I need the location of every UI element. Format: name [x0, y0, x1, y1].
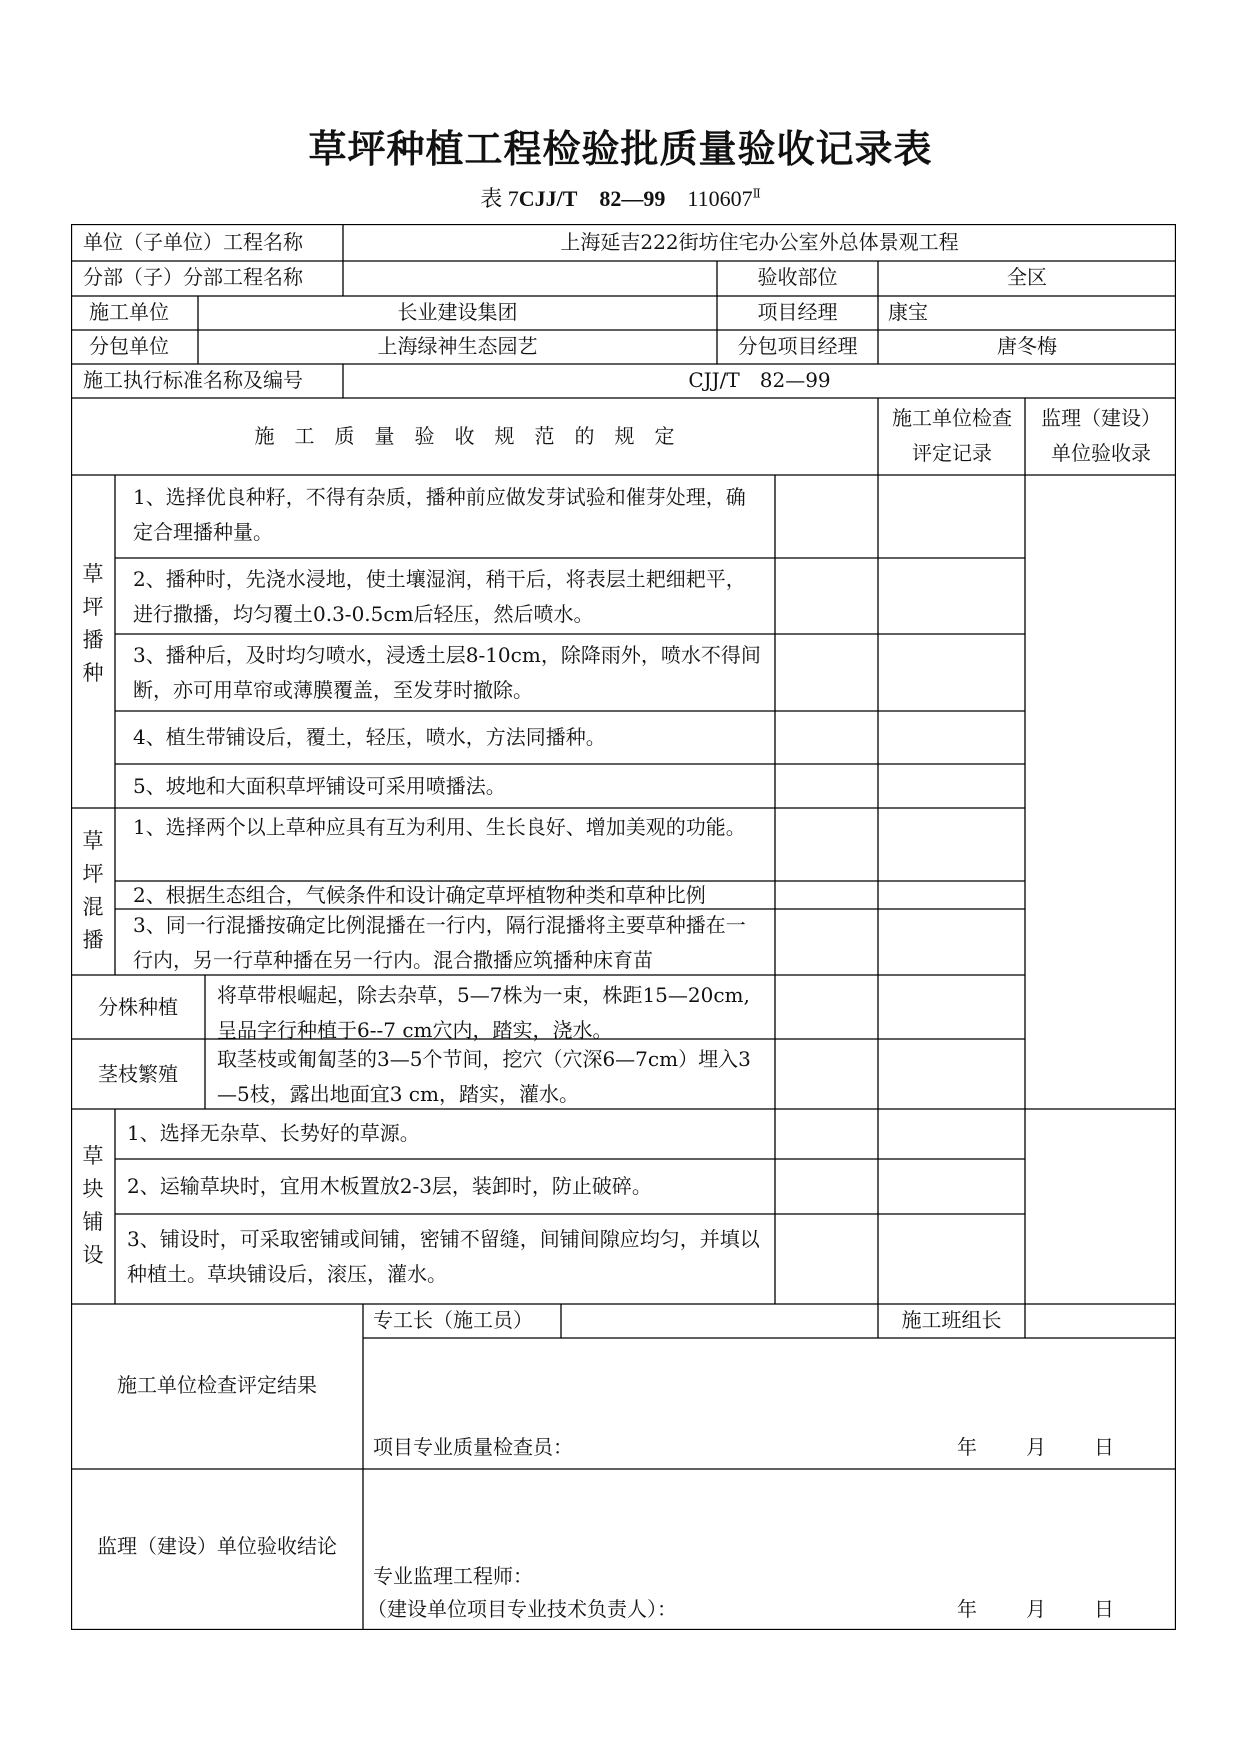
supervisor-result-label: 监理（建设）单位验收结论: [97, 1534, 337, 1558]
seeding-item-4: 4、植生带铺设后，覆土，轻压，喷水，方法同播种。: [133, 725, 606, 749]
standard-value: CJJ/T 82—99: [688, 368, 831, 392]
stem-item-1: 取茎枝或匍匐茎的3—5个节间，挖穴（穴深6—7cm）埋入3—5枝，露出地面宜3 cm，踏实，灌水。: [217, 1047, 751, 1106]
supervisor-engineer-label: 专业监理工程师：: [373, 1564, 533, 1588]
subcontractor-value: 上海绿神生态园艺: [377, 334, 538, 358]
mixed-item-1: 1、选择两个以上草种应具有互为利用、生长良好、增加美观的功能。: [133, 815, 746, 839]
seeding-item-1: 1、选择优良种籽，不得有杂质，播种前应做发芽试验和催芽处理，确定合理播种量。: [133, 485, 746, 544]
seeding-item-3: 3、播种后，及时均匀喷水，浸透土层8-10cm，除降雨外，喷水不得间断，亦可用草帘或薄膜覆盖，至发芽时撤除。: [133, 643, 761, 702]
project-name-label: 单位（子单位）工程名称: [83, 230, 303, 254]
code-prefix: 表 7: [480, 186, 519, 211]
day-label-2: 日: [1094, 1597, 1114, 1621]
contractor-check-header: 施工单位检查评定记录: [892, 406, 1012, 465]
project-name-value: 上海延吉222街坊住宅办公室外总体景观工程: [560, 230, 959, 254]
division-item-1: 将草带根崛起，除去杂草，5—7株为一束，株距15—20cm,呈品字行种植于6--7 cm穴内，踏实，浇水。: [217, 983, 750, 1042]
team-leader-label: 施工班组长: [901, 1308, 1002, 1332]
month-label-1: 月: [1026, 1435, 1046, 1459]
contractor-label: 施工单位: [89, 300, 169, 324]
year-label-1: 年: [957, 1435, 977, 1459]
section-name-stem: 茎枝繁殖: [98, 1062, 178, 1086]
form-title: 草坪种植工程检验批质量验收记录表: [308, 126, 933, 171]
manager-value: 康宝: [888, 300, 928, 324]
manager-label: 项目经理: [757, 300, 838, 324]
standard-label: 施工执行标准名称及编号: [83, 368, 303, 392]
code-num: 82—99: [599, 186, 666, 211]
code-mark: Ⅱ: [752, 186, 761, 201]
owner-tech-label: （建设单位项目专业技术负责人）：: [367, 1597, 677, 1621]
sub-manager-label: 分包项目经理: [737, 334, 858, 358]
inspection-part-value: 全区: [1007, 265, 1047, 289]
day-label-1: 日: [1094, 1435, 1114, 1459]
section-name-sod: 草块铺设: [82, 1144, 104, 1267]
quality-inspector-label: 项目专业质量检查员：: [373, 1435, 573, 1459]
seeding-item-2: 2、播种时，先浇水浸地，使土壤湿润，稍干后，将表层土耙细耙平，进行撒播，均匀覆土0.3-0.5cm后轻压，然后喷水。: [133, 567, 746, 626]
supervisor-check-header: 监理（建设）单位验收录: [1041, 406, 1161, 465]
inspection-record-table: [71, 224, 1176, 1630]
section-name-mixed: 草坪混播: [82, 829, 104, 952]
code-std: CJJ/T: [518, 186, 578, 211]
sub-manager-value: 唐冬梅: [997, 334, 1057, 358]
foreman-label: 专工长（施工员）: [373, 1308, 533, 1332]
section-name-seeding: 草坪播种: [82, 562, 104, 685]
mixed-item-3: 3、同一行混播按确定比例混播在一行内，隔行混播将主要草种播在一行内，另一行草种播在另一行内。混合撒播应筑播种床育苗: [133, 913, 746, 972]
mixed-item-2: 2、根据生态组合，气候条件和设计确定草坪植物种类和草种比例: [133, 883, 706, 907]
code-suffix: 110607: [687, 186, 753, 211]
inspection-part-label: 验收部位: [757, 265, 838, 289]
seeding-item-5: 5、坡地和大面积草坪铺设可采用喷播法。: [133, 774, 506, 798]
sod-item-3: 3、铺设时，可采取密铺或间铺，密铺不留缝，间铺间隙应均匀，并填以种植土。草块铺设后，滚压，灌水。: [127, 1227, 760, 1286]
contractor-result-label: 施工单位检查评定结果: [117, 1373, 317, 1397]
year-label-2: 年: [957, 1597, 977, 1621]
sub-project-label: 分部（子）分部工程名称: [83, 265, 303, 289]
sod-item-1: 1、选择无杂草、长势好的草源。: [127, 1121, 420, 1145]
section-name-division: 分株种植: [98, 995, 178, 1019]
sod-item-2: 2、运输草块时，宜用木板置放2-3层，装卸时，防止破碎。: [127, 1174, 652, 1198]
subcontractor-label: 分包单位: [89, 334, 169, 358]
spec-column-header: 施工质量验收规范的规定: [254, 424, 695, 448]
form-code: [0, 182, 1241, 213]
month-label-2: 月: [1026, 1597, 1046, 1621]
contractor-value: 长业建设集团: [397, 300, 518, 324]
